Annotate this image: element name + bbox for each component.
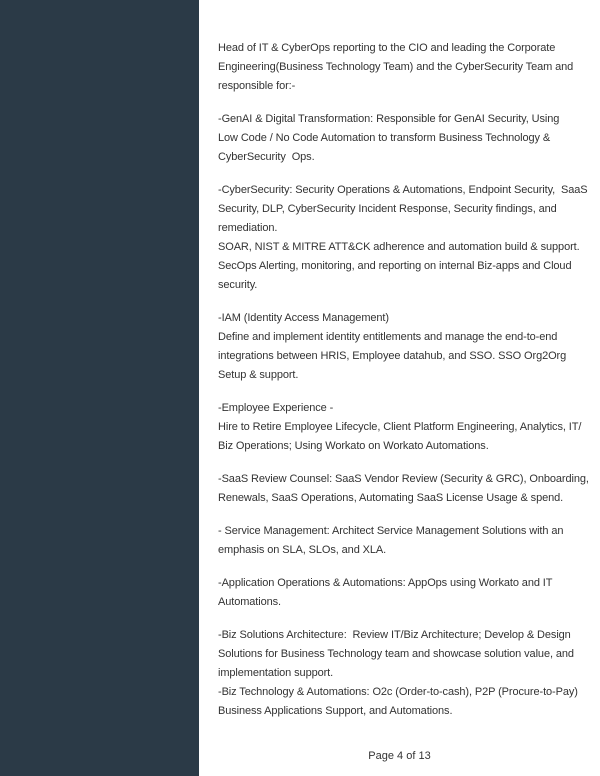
text-line: -IAM (Identity Access Management) (218, 312, 389, 324)
text-line: SecOps Alerting, monitoring, and reporting on internal Biz-apps and Cloud (218, 260, 572, 272)
text-line: emphasis on SLA, SLOs, and XLA. (218, 544, 387, 556)
paragraph (218, 309, 590, 385)
text-line: Renewals, SaaS Operations, Automating SaaS License Usage & spend. (218, 492, 564, 504)
paragraph (218, 399, 590, 456)
text-line: Engineering(Business Technology Team) and the CyberSecurity Team and (218, 61, 574, 73)
text-line: -Biz Solutions Architecture: Review IT/Biz Architecture; Develop & Design (218, 629, 571, 641)
paragraph (218, 110, 590, 167)
text-line: -GenAI & Digital Transformation: Responsible for GenAI Security, Using (218, 113, 560, 125)
text-line: - Service Management: Architect Service Management Solutions with an (218, 525, 564, 537)
paragraph (218, 470, 590, 508)
document-page (199, 0, 600, 776)
text-line: remediation. (218, 222, 278, 234)
text-line: -Application Operations & Automations: AppOps using Workato and IT (218, 577, 553, 589)
text-line: Define and implement identity entitlements and manage the end-to-end (218, 331, 558, 343)
text-line: -Employee Experience - (218, 402, 334, 414)
text-line: Setup & support. (218, 369, 299, 381)
text-line: Biz Operations; Using Workato on Workato Automations. (218, 440, 489, 452)
text-line: Low Code / No Code Automation to transform Business Technology & (218, 132, 551, 144)
left-sidebar (0, 0, 199, 776)
text-line: Hire to Retire Employee Lifecycle, Client Platform Engineering, Analytics, IT/ (218, 421, 582, 433)
text-line: CyberSecurity Ops. (218, 151, 315, 163)
text-line: -Biz Technology & Automations: O2c (Order-to-cash), P2P (Procure-to-Pay) (218, 686, 578, 698)
text-line: Business Applications Support, and Automations. (218, 705, 453, 717)
text-line: -CyberSecurity: Security Operations & Automations, Endpoint Security, SaaS (218, 184, 588, 196)
text-line: -SaaS Review Counsel: SaaS Vendor Review (Security & GRC), Onboarding, (218, 473, 589, 485)
text-line: Automations. (218, 596, 282, 608)
paragraph (218, 39, 590, 96)
text-line: Head of IT & CyberOps reporting to the CIO and leading the Corporate (218, 42, 556, 54)
text-line: security. (218, 279, 258, 291)
text-line: responsible for:- (218, 80, 296, 92)
text-line: SOAR, NIST & MITRE ATT&CK adherence and automation build & support. (218, 241, 580, 253)
paragraph (218, 522, 590, 560)
paragraph (218, 574, 590, 612)
document-body (199, 0, 600, 721)
paragraph (218, 181, 590, 295)
text-line: implementation support. (218, 667, 334, 679)
text-line: Security, DLP, CyberSecurity Incident Response, Security findings, and (218, 203, 557, 215)
page-number: Page 4 of 13 (368, 750, 431, 762)
paragraph (218, 626, 590, 721)
text-line: Solutions for Business Technology team and showcase solution value, and (218, 648, 574, 660)
text-line: integrations between HRIS, Employee datahub, and SSO. SSO Org2Org (218, 350, 567, 362)
